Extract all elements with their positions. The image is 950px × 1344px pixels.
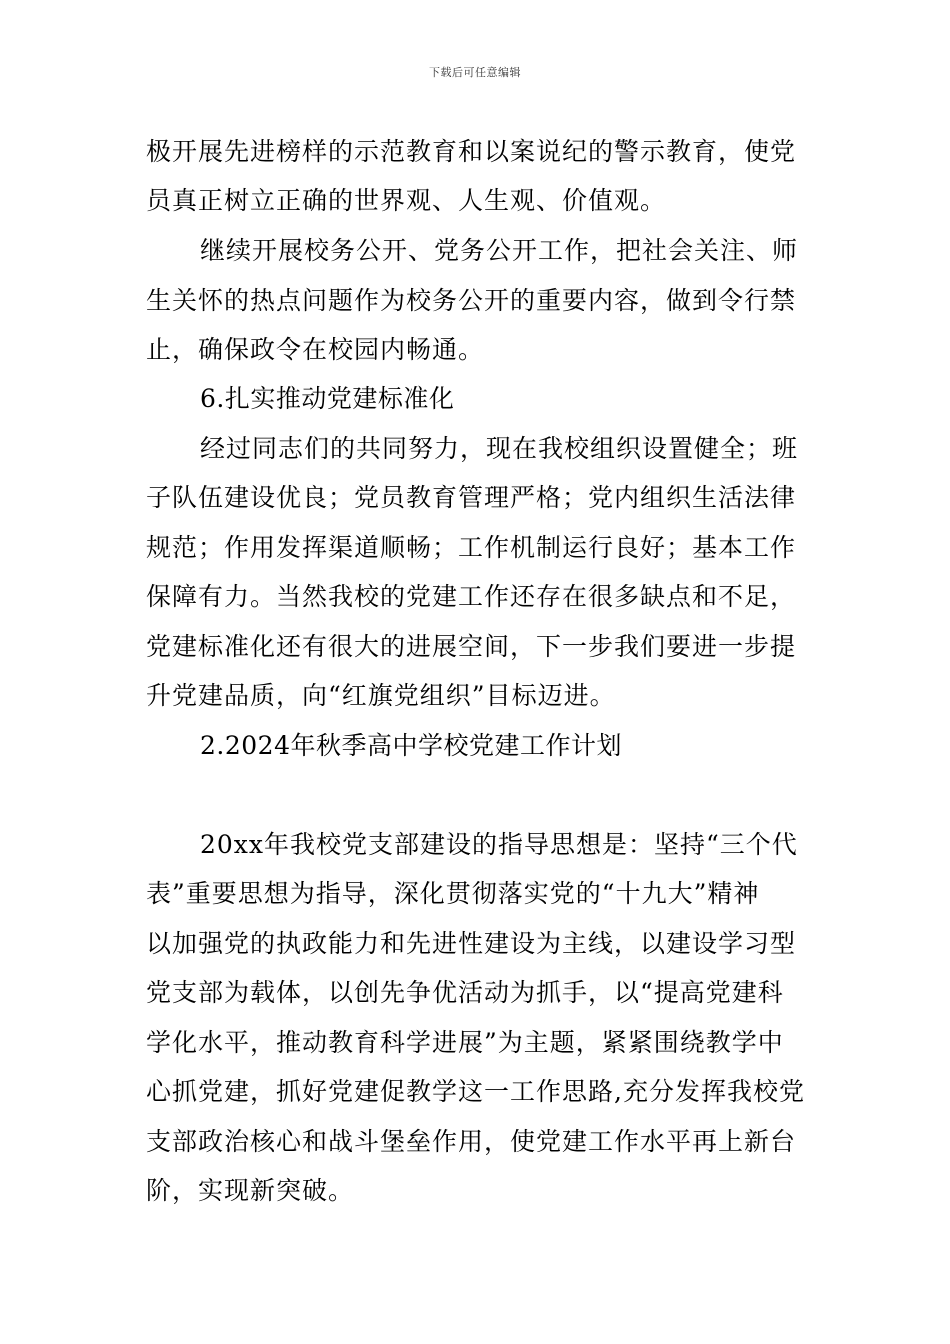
paragraph-line: 继续开展校务公开、党务公开工作，把社会关注、师	[200, 236, 799, 265]
section-heading: 6.扎实推动党建标准化	[200, 384, 455, 413]
paragraph-line: 心抓党建，抓好党建促教学这一工作思路,充分发挥我校党	[146, 1077, 805, 1106]
paragraph-line: 员真正树立正确的世界观、人生观、价值观。	[146, 186, 667, 215]
paragraph-line: 党支部为载体，以创先争优活动为抓手，以“提高党建科	[146, 978, 784, 1007]
paragraph-line: 保障有力。当然我校的党建工作还存在很多缺点和不足，	[146, 582, 797, 611]
paragraph-line: 极开展先进榜样的示范教育和以案说纪的警示教育，使党	[146, 137, 797, 166]
page-header-note: 下载后可任意编辑	[429, 66, 521, 79]
paragraph-line: 以加强党的执政能力和先进性建设为主线，以建设学习型	[146, 929, 797, 958]
paragraph-line: 子队伍建设优良；党员教育管理严格；党内组织生活法律	[146, 483, 797, 512]
paragraph-line: 20xx年我校党支部建设的指导思想是：坚持“三个代	[200, 830, 798, 859]
paragraph-line: 规范；作用发挥渠道顺畅；工作机制运行良好；基本工作	[146, 533, 797, 562]
paragraph-line: 止，确保政令在校园内畅通。	[146, 335, 485, 364]
paragraph-line: 表”重要思想为指导，深化贯彻落实党的“十九大”精神	[146, 879, 760, 908]
paragraph-line: 支部政治核心和战斗堡垒作用，使党建工作水平再上新台	[146, 1127, 797, 1156]
paragraph-line: 党建标准化还有很大的进展空间，下一步我们要进一步提	[146, 632, 797, 661]
paragraph-line: 生关怀的热点问题作为校务公开的重要内容，做到令行禁	[146, 286, 797, 315]
paragraph-line: 经过同志们的共同努力，现在我校组织设置健全；班	[200, 434, 799, 463]
paragraph-line: 阶，实现新突破。	[146, 1176, 355, 1205]
paragraph-line: 学化水平，推动教育科学进展”为主题，紧紧围绕教学中	[146, 1028, 784, 1057]
paragraph-line: 升党建品质，向“红旗党组织”目标迈进。	[146, 681, 616, 710]
section-heading: 2.2024年秋季高中学校党建工作计划	[200, 731, 622, 760]
